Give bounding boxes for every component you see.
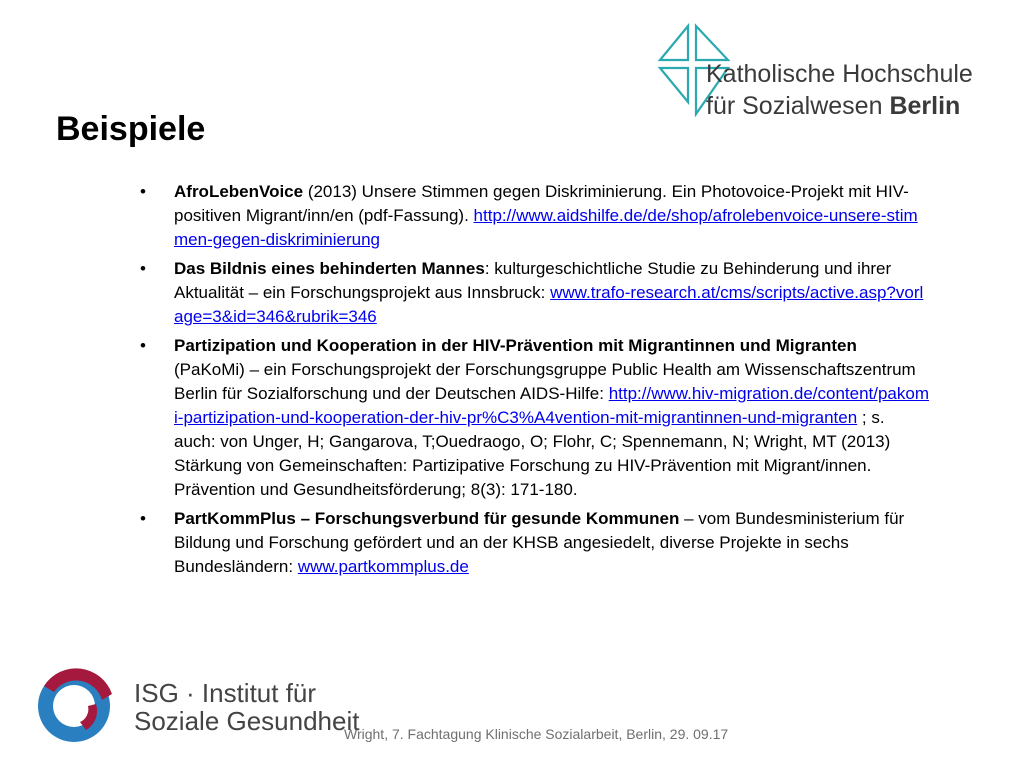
bullet-list: [140, 180, 930, 584]
bullet-icon: •: [140, 509, 146, 528]
list-item: • Partizipation und Kooperation in der HIV-Prävention mit Migrantinnen und Migranten (PaKoMi) – ein Forschungsprojekt der Forschungsgruppe Public Health am Wissenschaftszentrum Berlin für Sozialforschung und der Deutschen AIDS-Hilfe: http://www.hiv-migration.de/content/pakomi-partizipation-und-kooperation-der-hiv-pr%C3%A4vention-mit-migrantinnen-und-migranten ; s. auch: von Unger, H; Gangarova, T;Ouedraogo, O; Flohr, C; Spennemann, N; Wright, MT (2013) Stärkung von Gemeinschaften: Partizipative Forschung zu HIV-Prävention mit Migrant/innen. Prävention und Gesundheitsförderung; 8(3): 171-180.: [140, 336, 930, 499]
slide-footer: Wright, 7. Fachtagung Klinische Sozialarbeit, Berlin, 29. 09.17: [344, 726, 729, 742]
isg-name-line1: ISG · Institut für: [134, 678, 317, 708]
trafo-research-link[interactable]: www.trafo-research.at/cms/scripts/active.asp?vorlage=3&id=346&rubrik=346: [174, 283, 924, 326]
isg-logo: [30, 660, 360, 750]
bullet-icon: •: [140, 182, 146, 201]
hiv-migration-link[interactable]: http://www.hiv-migration.de/content/pakomi-partizipation-und-kooperation-der-hiv-pr%C3%A4vention-mit-migrantinnen-und-migranten: [174, 384, 930, 427]
list-item: • AfroLebenVoice (2013) Unsere Stimmen gegen Diskriminierung. Ein Photovoice-Projekt mit HIV-positiven Migrant/inn/en (pdf-Fassung). http://www.aidshilfe.de/de/shop/afrolebenvoice-unsere-stimmen-gegen-diskriminierung: [140, 182, 918, 249]
khsb-name-line1: Katholische Hochschule: [706, 60, 973, 88]
isg-name-line2: Soziale Gesundheit: [134, 706, 360, 736]
afrolebenvoice-link[interactable]: http://www.aidshilfe.de/de/shop/afrolebenvoice-unsere-stimmen-gegen-diskriminierung: [174, 206, 918, 249]
isg-circle-logo-icon: [30, 660, 130, 750]
partkommplus-link[interactable]: www.partkommplus.de: [297, 557, 469, 576]
list-item: • PartKommPlus – Forschungsverbund für gesunde Kommunen – vom Bundesministerium für Bildung und Forschung gefördert und an der KHSB angesiedelt, diverse Projekte in sechs Bundesländern: www.partkommplus.de: [140, 509, 905, 576]
bullet-icon: •: [140, 259, 146, 278]
page-title: Beispiele: [56, 110, 206, 148]
khsb-name-line2: für Sozialwesen Berlin: [706, 92, 961, 120]
bullet-icon: •: [140, 336, 146, 355]
list-item: • Das Bildnis eines behinderten Mannes: kulturgeschichtliche Studie zu Behinderung und ihrer Aktualität – ein Forschungsprojekt aus Innsbruck: www.trafo-research.at/cms/scripts/active.asp?vorlage=3&id=346&rubrik=346: [140, 259, 924, 326]
khsb-logo: [656, 20, 986, 130]
